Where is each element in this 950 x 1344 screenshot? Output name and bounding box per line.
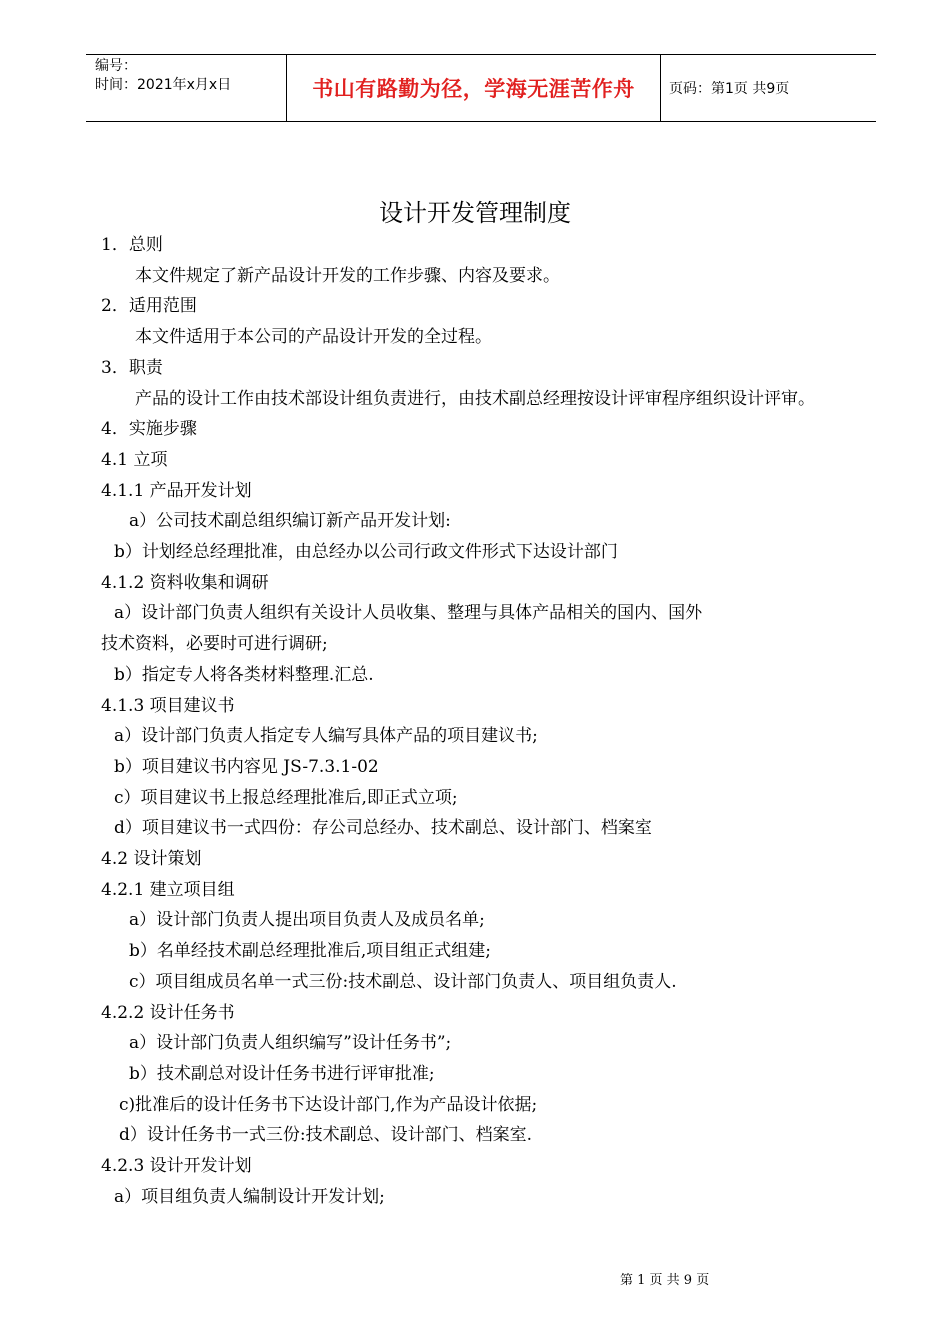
list-item: d）项目建议书一式四份：存公司总经办、技术副总、设计部门、档案室 (114, 818, 652, 839)
subsection-heading: 4.1.1 产品开发计划 (101, 480, 252, 501)
list-item: c)批准后的设计任务书下达设计部门,作为产品设计依据; (119, 1094, 538, 1115)
list-item: b）名单经技术副总经理批准后,项目组正式组建; (129, 941, 492, 962)
document-number-label: 编号： (95, 58, 137, 74)
list-item: b）计划经总经理批准，由总经办以公司行政文件形式下达设计部门 (114, 542, 618, 563)
document-body (101, 230, 861, 1213)
list-item: c）项目建议书上报总经理批准后,即正式立项; (114, 787, 458, 808)
section-heading: 4．实施步骤 (101, 419, 197, 440)
motto: 书山有路勤为径，学海无涯苦作舟 (312, 77, 635, 101)
subsection-heading: 4.2.3 设计开发计划 (101, 1156, 252, 1177)
list-item: d）设计任务书一式三份:技术副总、设计部门、档案室. (119, 1125, 533, 1146)
list-item: b）项目建议书内容见 JS-7.3.1-02 (114, 756, 379, 777)
page-header (86, 54, 876, 122)
list-item: a）设计部门负责人提出项目负责人及成员名单; (129, 910, 485, 931)
subsection-heading: 4.1.2 资料收集和调研 (101, 572, 269, 593)
paragraph: 本文件适用于本公司的产品设计开发的全过程。 (135, 327, 492, 348)
subsection-heading: 4.1.3 项目建议书 (101, 695, 235, 716)
section-heading: 1．总则 (101, 235, 163, 255)
list-item: a）公司技术副总组织编订新产品开发计划: (129, 511, 451, 532)
section-heading: 3．职责 (101, 357, 163, 378)
list-item: b）技术副总对设计任务书进行评审批准; (129, 1063, 435, 1084)
page-footer: 第 1 页 共 9 页 (620, 1273, 710, 1288)
section-heading: 2．适用范围 (101, 296, 197, 317)
paragraph: 本文件规定了新产品设计开发的工作步骤、内容及要求。 (135, 265, 560, 286)
header-page-cell (661, 55, 876, 121)
list-item: b）指定专人将各类材料整理.汇总. (114, 664, 374, 685)
subsection-heading: 4.1 立项 (101, 449, 168, 470)
list-item-continuation: 技术资料，必要时可进行调研; (101, 634, 328, 655)
list-item: c）项目组成员名单一式三份:技术副总、设计部门负责人、项目组负责人. (129, 971, 677, 992)
subsection-heading: 4.2 设计策划 (101, 849, 202, 870)
document-title: 设计开发管理制度 (379, 199, 571, 227)
subsection-heading: 4.2.2 设计任务书 (101, 1002, 235, 1023)
page-number-label: 页码：第1页 共9页 (669, 81, 790, 97)
document-date: 时间：2021年x月x日 (95, 77, 232, 93)
list-item: a）设计部门负责人组织编写”设计任务书”; (129, 1033, 452, 1054)
subsection-heading: 4.2.1 建立项目组 (101, 879, 235, 900)
paragraph: 产品的设计工作由技术部设计组负责进行，由技术副总经理按设计评审程序组织设计评审。 (135, 388, 815, 409)
list-item: a）设计部门负责人组织有关设计人员收集、整理与具体产品相关的国内、国外 (114, 603, 703, 624)
header-info (86, 55, 287, 121)
list-item: a）设计部门负责人指定专人编写具体产品的项目建议书; (114, 726, 538, 747)
header-motto-cell (287, 55, 661, 121)
list-item: a）项目组负责人编制设计开发计划; (114, 1186, 385, 1207)
